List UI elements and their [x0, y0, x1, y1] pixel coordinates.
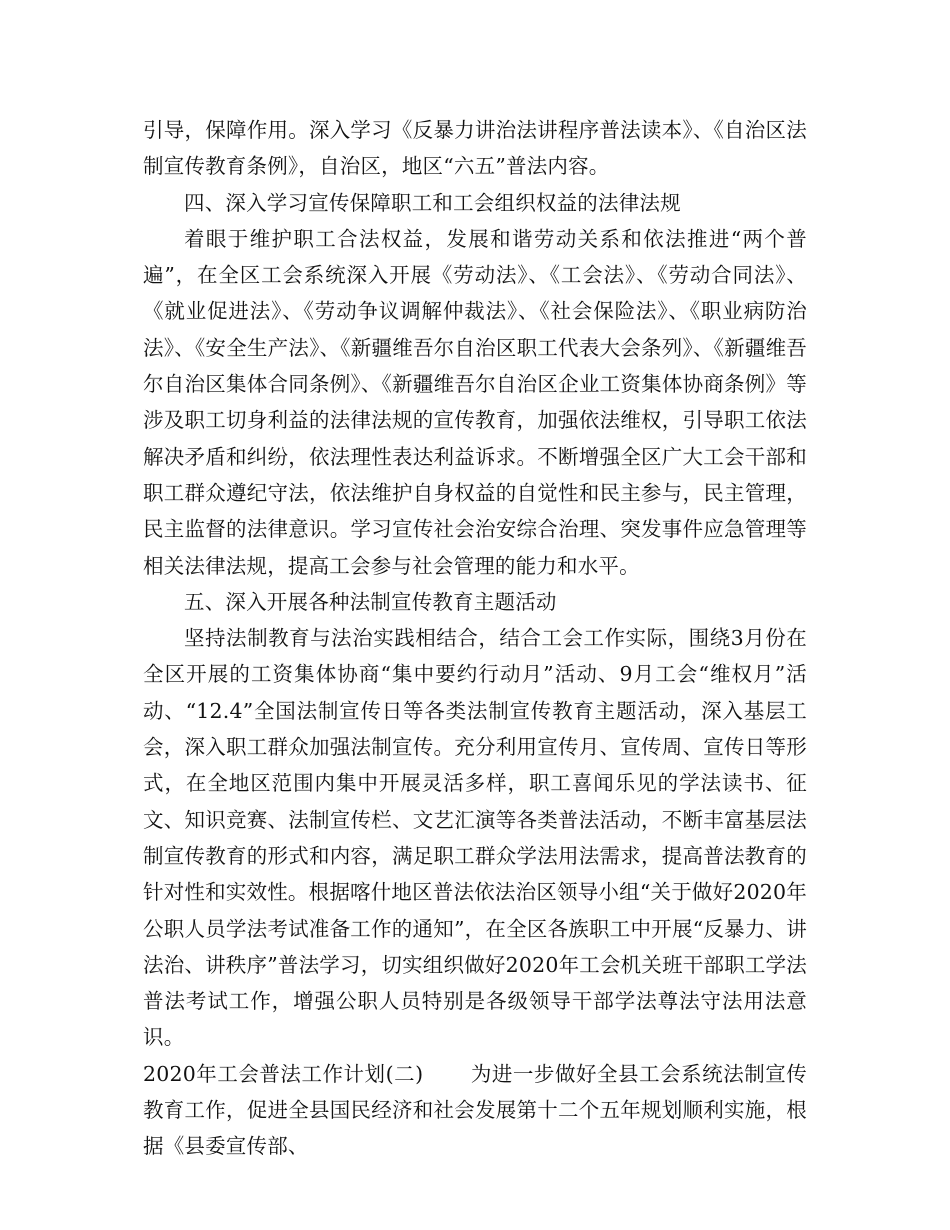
paragraph-intro: 引导，保障作用。深入学习《反暴力讲治法讲程序普法读本》、《自治区法制宣传教育条例》，自治区，地区“六五”普法内容。 — [143, 118, 807, 179]
closing-text: 为进一步做好全县工会系统法制宣传教育工作，促进全县国民经济和社会发展第十二个五年规划顺利实施，根据《县委宣传部、 — [143, 1061, 807, 1159]
paragraph-section-5: 坚持法制教育与法治实践相结合，结合工会工作实际，围绕3月份在全区开展的工资集体协商“集中要约行动月”活动、9月工会“维权月”活动、“12.4”全国法制宣传日等各类法制宣传教育主题活动，深入基层工会，深入职工群众加强法制宣传。充分利用宣传月、宣传周、宣传日等形式，在全地区范围内集中开展灵活多样，职工喜闻乐见的学法读书、征文、知识竞赛、法制宣传栏、文艺汇演等各类普法活动，不断丰富基层法制宣传教育的形式和内容，满足职工群众学法用法需求，提高普法教育的针对性和实效性。根据喀什地区普法依法治区领导小组“关于做好2020年公职人员学法考试准备工作的通知”，在全区各族职工中开展“反暴力、讲法治、讲秩序”普法学习，切实组织做好2020年工会机关班干部职工学法普法考试工作，增强公职人员特别是各级领导干部学法尊法守法用法意识。 — [143, 626, 807, 1050]
section-heading-4: 四、深入学习宣传保障职工和工会组织权益的法律法规 — [184, 190, 681, 215]
paragraph-section-4: 着眼于维护职工合法权益，发展和谐劳动关系和依法推进“两个普遍”，在全区工会系统深入开展《劳动法》、《工会法》、《劳动合同法》、《就业促进法》、《劳动争议调解仲裁法》、《社会保险法》、《职业病防治法》、《安全生产法》、《新疆维吾尔自治区职工代表大会条列》、《新疆维吾尔自治区集体合同条例》、《新疆维吾尔自治区企业工资集体协商条例》等涉及职工切身利益的法律法规的宣传教育，加强依法维权，引导职工依法解决矛盾和纠纷，依法理性表达利益诉求。不断增强全区广大工会干部和职工群众遵纪守法，依法维护自身权益的自觉性和民主参与，民主管理，民主监督的法律意识。学习宣传社会治安综合治理、突发事件应急管理等相关法律法规，提高工会参与社会管理的能力和水平。 — [143, 226, 807, 578]
closing-title: 2020年工会普法工作计划(二) — [143, 1061, 424, 1086]
section-heading-5: 五、深入开展各种法制宣传教育主题活动 — [184, 589, 557, 614]
document-body — [143, 112, 807, 1165]
paragraph-closing — [143, 1056, 807, 1165]
